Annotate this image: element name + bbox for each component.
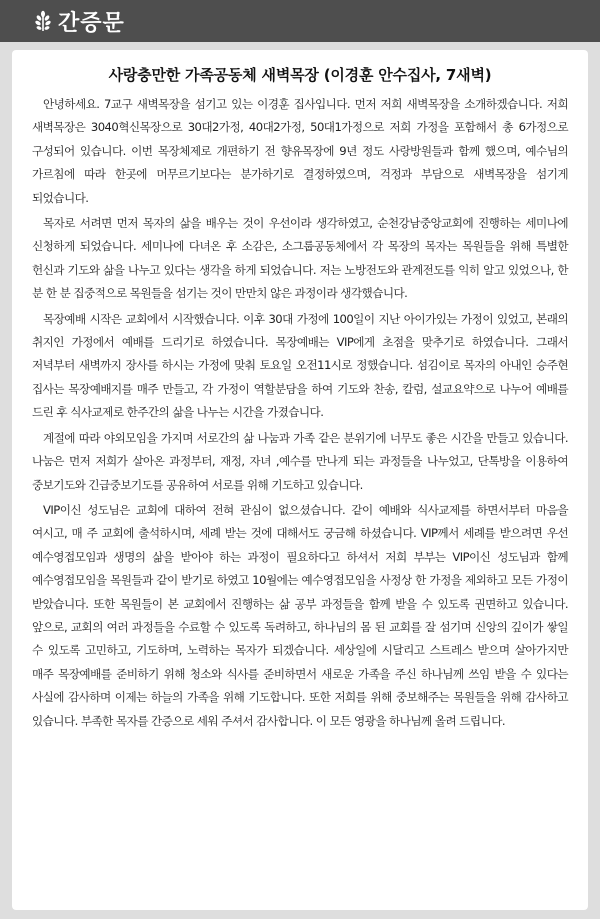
- article-title: 사랑충만한 가족공동체 새벽목장 (이경훈 안수집사, 7새벽): [108, 66, 492, 84]
- paragraph: VIP이신 성도님은 교회에 대하여 전혀 관심이 없으셨습니다. 같이 예배와 식사교제를 하면서부터 마음을 여시고, 매 주 교회에 출석하시며, 세례 받는 것에 대해서도 궁금해 하셨습니다. VIP께서 세례를 받으려면 우선 예수영접모임과 생명의 삶을 받아야 하는 과정이 필요하다고 하셔서 저희 부부는 VIP이신 성도님과 함께 예수영접모임을 목원들과 같이 받기로 하였고 10월에는 예수영접모임을 사정상 한 가정을 제외하고 모든 가정이 받았습니다. 또한 목원들이 본 교회에서 진행하는 삶 공부 과정들을 함께 받을 수 있도록 권면하고 있습니다. 앞으로, 교회의 여러 과정들을 수료할 수 있도록 독려하고, 하나님의 몸 된 교회를 잘 섬기며 신앙의 깊이가 쌓일 수 있도록 고민하고, 기도하며, 노력하는 목자가 되겠습니다. 세상일에 시달리고 스트레스 받으며 살아가지만 매주 목장예배를 준비하기 위해 청소와 식사를 준비하면서 새로운 가족을 주신 하나님께 쓰임 받을 수 있다는 사실에 감사하며 이제는 하늘의 가족을 위해 기도합니다. 또한 저희를 위해 중보해주는 목원들을 위해 감사하고 있습니다. 부족한 목자를 간증으로 세워 주셔서 감사합니다. 이 모든 영광을 하나님께 올려 드립니다.: [32, 502, 568, 728]
- testimony-card: [12, 50, 588, 910]
- section-header: [0, 0, 600, 42]
- paragraph: 목장예배 시작은 교회에서 시작했습니다. 이후 30대 가정에 100일이 지난 아이가있는 가정이 있었고, 본래의 취지인 가정에서 예배를 드리기로 하였습니다. 목장예배는 VIP에게 초점을 맞추기로 하였습니다. 그래서 저녁부터 새벽까지 장사를 하시는 가정에 맞춰 토요일 오전11시로 정했습니다. 섬김이로 목자의 아내인 승주현 집사는 목장예배지를 매주 만들고, 각 가정이 역할분담을 하여 기도와 찬송, 칼럼, 설교요약으로 나누어 예배를 드린 후 식사교제로 한주간의 삶을 나누는 시간을 가졌습니다.: [32, 311, 568, 420]
- leaf-branch-icon: [32, 10, 54, 32]
- paragraph: 목자로 서려면 먼저 목자의 삶을 배우는 것이 우선이라 생각하였고, 순천강남중앙교회에 진행하는 세미나에 신청하게 되었습니다. 세미나에 다녀온 후 소감은, 소그룹공동체에서 각 목장의 목자는 목원들을 위해 특별한 헌신과 기도와 삶을 나누고 있다는 생각을 하게 되었습니다. 저는 노방전도와 관계전도를 익히 알고 있었으나, 한 분 한 분 집중적으로 목원들을 섬기는 것이 만만치 않은 과정이라 생각했습니다.: [32, 216, 568, 301]
- paragraph: 안녕하세요. 7교구 새벽목장을 섬기고 있는 이경훈 집사입니다. 먼저 저희 새벽목장을 소개하겠습니다. 저희 새벽목장은 3040혁신목장으로 30대2가정, 40대2가정, 50대1가정으로 저희 가정을 포함해서 총 6가정으로 구성되어 있습니다. 이번 목장체제로 개편하기 전 향유목장에 9년 정도 사랑방원들과 함께 했으며, 예수님의 가르침에 따라 한곳에 머무르기보다는 분가하기로 결정하였으며, 걱정과 부담으로 새벽목장을 섬기게 되었습니다.: [32, 97, 568, 205]
- section-title: 간증문: [58, 10, 125, 36]
- article-body: [32, 93, 568, 733]
- paragraph: 계절에 따라 야외모임을 가지며 서로간의 삶 나눔과 가족 같은 분위기에 너무도 좋은 시간을 만들고 있습니다. 나눔은 먼저 저희가 살아온 과정부터, 재정, 자녀 ,예수를 만나게 되는 과정들을 나누었고, 단톡방을 이용하여 중보기도와 긴급중보기도를 공유하여 서로를 위해 기도하고 있습니다.: [32, 430, 568, 492]
